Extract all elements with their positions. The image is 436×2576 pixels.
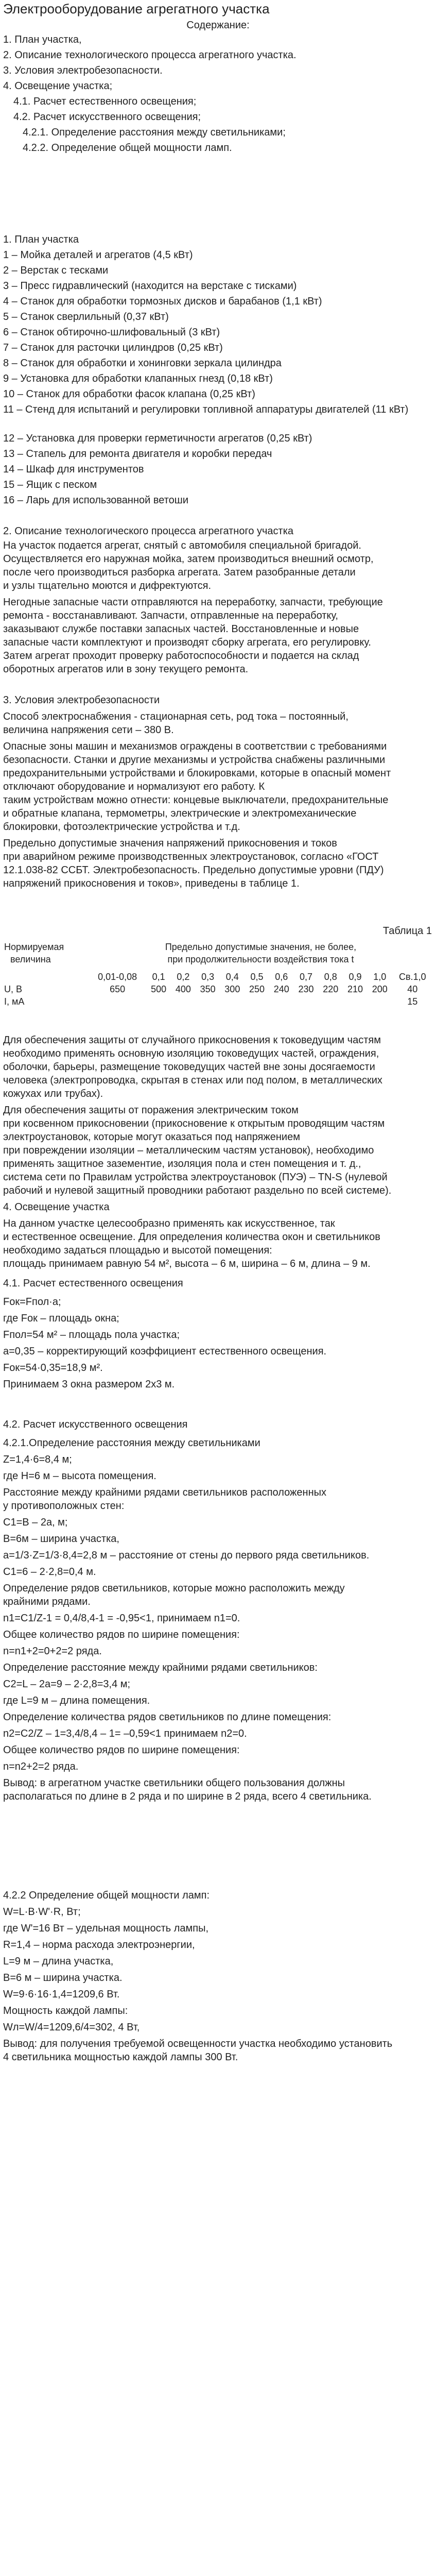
formula-line: Fпол=54 м² – площадь пола участка; — [3, 1329, 180, 1341]
table-cell: 0,6 — [275, 972, 288, 982]
subsection-heading: 4.2. Расчет искусственного освещения — [3, 1419, 188, 1430]
formula-line: крайними рядами. — [3, 1596, 91, 1607]
plan-item: 10 – Станок для обработки фасок клапана (0,25 кВт) — [3, 388, 255, 400]
formula-line: Вывод: в агрегатном участке светильники общего пользования должны — [3, 1777, 345, 1789]
table-cell: 400 — [175, 984, 191, 994]
table-cell: 0,7 — [300, 972, 313, 982]
table-cell: 0,3 — [201, 972, 215, 982]
plan-item: 11 – Стенд для испытаний и регулировки топливной аппаратуры двигателей (11 кВт) — [3, 404, 409, 415]
formula-line: где L=9 м – длина помещения. — [3, 1695, 150, 1706]
paragraph-line: электроустановок, которые могут оказаться под напряжением — [3, 1131, 300, 1143]
paragraph-line: отключают оборудование и нормализуют его работу. К — [3, 781, 265, 792]
formula-line: n=n1+2=0+2=2 ряда. — [3, 1646, 102, 1657]
plan-item: 1 – Мойка деталей и агрегатов (4,5 кВт) — [3, 249, 193, 261]
table-header-value: Предельно допустимые значения, не более, — [165, 942, 357, 952]
formula-line: C1=B – 2a, м; — [3, 1517, 68, 1528]
table-cell: 200 — [372, 984, 388, 994]
paragraph-line: площадь принимаем равную 54 м², высота – 6 м, ширина – 6 м, длина – 9 м. — [3, 1258, 371, 1269]
paragraph-line: кожухах или трубах). — [3, 1088, 103, 1099]
table-cell: 220 — [323, 984, 339, 994]
toc-item[interactable]: 4. Освещение участка; — [3, 80, 113, 92]
formula-line: где H=6 м – высота помещения. — [3, 1470, 156, 1482]
table-cell — [269, 995, 294, 1008]
document-title: Электрооборудование агрегатного участка — [3, 1, 270, 16]
formula-line: a=1/3·Z=1/3·8,4=2,8 м – расстояние от стены до первого ряда светильников. — [3, 1550, 370, 1561]
table-header-label: величина — [10, 954, 51, 964]
paragraph-line: при аварийном режиме производственных электроустановок, согласно «ГОСТ — [3, 851, 379, 862]
table-cell: 0,5 — [250, 972, 264, 982]
table-cell: 40 — [407, 984, 418, 994]
table-row-label: U, B — [4, 984, 23, 994]
paragraph-line: На участок подается агрегат, снятый с автомобиля специальной бригадой. — [3, 540, 361, 551]
paragraph-line: оболочки, барьеры, размещение токоведущих частей вне зоны досягаемости — [3, 1061, 375, 1073]
table-cell — [318, 995, 343, 1008]
table-row — [3, 983, 433, 995]
formula-line: a=0,35 – корректирующий коэффициент естественного освещения. — [3, 1346, 327, 1357]
subsection-heading: 4.2.2 Определение общей мощности ламп: — [3, 1890, 210, 1901]
formula-line: Расстояние между крайними рядами светильников расположенных — [3, 1487, 326, 1498]
plan-item: 15 – Ящик с песком — [3, 479, 97, 490]
subsection-heading: 4.2.1.Определение расстояния между светильниками — [3, 1437, 260, 1449]
formula-line: Общее количество рядов по ширине помещения: — [3, 1744, 240, 1756]
formula-line: Wл=W/4=1209,6/4=302, 4 Вт, — [3, 2022, 140, 2033]
formula-line: B=6 м – ширина участка. — [3, 1972, 123, 1984]
formula-line: Определение рядов светильников, которые можно расположить между — [3, 1583, 345, 1594]
paragraph-line: заказывают службе поставки запасных частей. Восстановленные и новые — [3, 623, 359, 635]
table-cell: 0,4 — [225, 972, 239, 982]
paragraph-line: блокировки, фотоэлектрические устройства и т.д. — [3, 821, 240, 833]
section-heading: 3. Условия электробезопасности — [3, 694, 160, 706]
toc-item[interactable]: 1. План участка, — [3, 34, 82, 45]
table-cell: 240 — [273, 984, 289, 994]
formula-line: Мощность каждой лампы: — [3, 2005, 128, 2016]
plan-item: 6 – Станок обтирочно-шлифовальный (3 кВт) — [3, 327, 220, 338]
paragraph-line: Способ электроснабжения - стационарная сеть, род тока – постоянный, — [3, 711, 348, 722]
contents-heading: Содержание: — [186, 20, 250, 31]
paragraph-line: предохранительными устройствами и блокировками, которые в опасный момент — [3, 768, 391, 779]
plan-item: 12 – Установка для проверки герметичности агрегатов (0,25 кВт) — [3, 433, 312, 444]
formula-line: Fок=Fпол·a; — [3, 1296, 61, 1308]
paragraph-line: Для обеспечения защиты от случайного прикосновения к токоведущим частям — [3, 1035, 381, 1046]
subsection-heading: 4.1. Расчет естественного освещения — [3, 1278, 183, 1289]
formula-line: n=n2+2=2 ряда. — [3, 1761, 79, 1772]
plan-item: 4 – Станок для обработки тормозных дисков и барабанов (1,1 кВт) — [3, 296, 322, 307]
paragraph-line: величина напряжения сети – 380 В. — [3, 724, 174, 736]
formula-line: W=9·6·16·1,4=1209,6 Вт. — [3, 1989, 120, 2000]
limits-table — [3, 941, 433, 1008]
toc-item[interactable]: 4.2.1. Определение расстояния между светильниками; — [23, 127, 286, 138]
plan-item: 8 – Станок для обработки и хонинговки зеркала цилиндра — [3, 358, 282, 369]
plan-item: 2 – Верстак с тесками — [3, 265, 109, 276]
table-cell — [294, 995, 319, 1008]
table-cell: 350 — [200, 984, 216, 994]
table-row-label: I, мА — [4, 996, 25, 1007]
paragraph-line: необходимо применять основную изоляцию токоведущих частей, ограждения, — [3, 1048, 379, 1059]
formula-line: Принимаем 3 окна размером 2х3 м. — [3, 1379, 175, 1390]
formula-line: n2=C2/Z – 1=3,4/8,4 – 1= –0,59<1 принимаем n2=0. — [3, 1728, 247, 1739]
formula-line: Fок=54·0,35=18,9 м². — [3, 1362, 103, 1374]
table-cell: 650 — [110, 984, 126, 994]
table-cell — [368, 995, 392, 1008]
table-cell: Св.1,0 — [399, 972, 426, 982]
formula-line: R=1,4 – норма расхода электроэнергии, — [3, 1939, 195, 1951]
plan-item: 7 – Станок для расточки цилиндров (0,25 кВт) — [3, 342, 223, 353]
paragraph-line: Затем агрегат проходит проверку работоспособности и подается на склад — [3, 650, 359, 662]
formula-line: Общее количество рядов по ширине помещения: — [3, 1629, 240, 1640]
paragraph-line: при повреждении изоляции – металлическим частям установок), необходимо — [3, 1145, 374, 1156]
formula-line: где Fок – площадь окна; — [3, 1313, 119, 1324]
table-cell: 1,0 — [373, 972, 387, 982]
table-row-durations — [3, 971, 433, 983]
table-cell: 210 — [347, 984, 363, 994]
paragraph-line: при косвенном прикосновении (прикосновение к открытым проводящим частям — [3, 1118, 385, 1129]
toc-item[interactable]: 4.1. Расчет естественного освещения; — [13, 96, 197, 107]
paragraph-line: рабочий и нулевой защитный проводники работают раздельно по всей системе). — [3, 1185, 392, 1196]
section-heading: 2. Описание технологического процесса агрегатного участка — [3, 526, 294, 537]
table-header-value: при продолжительности воздействия тока t — [167, 954, 354, 964]
paragraph-line: таким устройствам можно отнести: концевые выключатели, предохранительные — [3, 794, 389, 806]
table-cell — [146, 995, 171, 1008]
toc-item[interactable]: 3. Условия электробезопасности. — [3, 65, 163, 76]
plan-item: 5 – Станок сверлильный (0,37 кВт) — [3, 311, 169, 323]
paragraph-line: после чего производиться разборка агрегата. Затем разобранные детали — [3, 567, 356, 578]
paragraph-line: необходимо задаться площадью и высотой помещения: — [3, 1245, 272, 1256]
formula-line: 4 светильника мощностью каждой лампы 300 Вт. — [3, 2052, 238, 2063]
toc-item[interactable]: 2. Описание технологического процесса агрегатного участка. — [3, 49, 297, 61]
formula-line: L=9 м – длина участка, — [3, 1956, 114, 1967]
plan-item: 14 – Шкаф для инструментов — [3, 464, 144, 475]
paragraph-line: и естественное освещение. Для определения количества окон и светильников — [3, 1231, 380, 1243]
paragraph-line: Негодные запасные части отправляются на переработку, запчасти, требующие — [3, 597, 383, 608]
formula-line: n1=C1/Z-1 = 0,4/8,4-1 = -0,95<1, принимаем n1=0. — [3, 1613, 240, 1624]
formula-line: Z=1,4·6=8,4 м; — [3, 1454, 72, 1465]
paragraph-line: Для обеспечения защиты от поражения электрическим током — [3, 1105, 299, 1116]
formula-line: где W'=16 Вт – удельная мощность лампы, — [3, 1923, 209, 1934]
toc-item[interactable]: 4.2.2. Определение общей мощности ламп. — [23, 142, 232, 154]
table-caption: Таблица 1 — [382, 925, 432, 937]
paragraph-line: Осуществляется его наружная мойка, затем производиться внешний осмотр, — [3, 553, 374, 565]
formula-line: Вывод: для получения требуемой освещенности участка необходимо установить — [3, 2038, 393, 2049]
table-cell — [171, 995, 196, 1008]
table-cell — [196, 995, 220, 1008]
plan-item: 9 – Установка для обработки клапанных гнезд (0,18 кВт) — [3, 373, 273, 384]
formula-line: Определение расстояние между крайними рядами светильников: — [3, 1662, 318, 1673]
paragraph-line: безопасности. Станки и другие механизмы и устройства снабжены различными — [3, 754, 386, 766]
plan-item: 13 – Стапель для ремонта двигателя и коробки передач — [3, 448, 272, 460]
paragraph-line: и узлы тщательно моются и дифректуются. — [3, 580, 212, 591]
plan-item: 16 – Ларь для использованной ветоши — [3, 495, 188, 506]
table-cell: 0,9 — [348, 972, 362, 982]
table-row — [3, 995, 433, 1008]
paragraph-line: система сети по Правилам устройства электроустановок (ПУЭ) – TN-S (нулевой — [3, 1172, 388, 1183]
toc-item[interactable]: 4.2. Расчет искусственного освещения; — [13, 111, 201, 123]
table-cell: 0,01-0,08 — [98, 972, 137, 982]
paragraph-line: оборотных агрегатов или в зону текущего ремонта. — [3, 664, 249, 675]
table-cell: 230 — [298, 984, 314, 994]
paragraph-line: Предельно допустимые значения напряжений прикосновения и токов — [3, 838, 337, 849]
section-heading: 4. Освещение участка — [3, 1201, 110, 1213]
table-cell: 500 — [151, 984, 167, 994]
paragraph-line: запасные части комплектуют и производят сборку агрегата, его регулировку. — [3, 637, 371, 648]
formula-line: располагаться по длине в 2 ряда и по ширине в 2 ряда, всего 4 светильника. — [3, 1791, 372, 1802]
table-cell: 15 — [407, 996, 418, 1007]
table-cell: 0,2 — [177, 972, 190, 982]
paragraph-line: Опасные зоны машин и механизмов ограждены в соответствии с требованиями — [3, 741, 387, 752]
table-cell: 300 — [224, 984, 240, 994]
plan-item: 3 – Пресс гидравлический (находится на верстаке с тисками) — [3, 280, 297, 292]
table-cell: 0,1 — [152, 972, 165, 982]
formula-line: B=6м – ширина участка, — [3, 1533, 119, 1545]
paragraph-line: На данном участке целесообразно применять как искусственное, так — [3, 1218, 335, 1229]
section-heading: 1. План участка — [3, 234, 79, 245]
table-cell — [245, 995, 269, 1008]
formula-line: W=L·B·W'·R, Вт; — [3, 1906, 81, 1918]
paragraph-line: ремонта - восстанавливают. Запчасти, отправленные на переработку, — [3, 610, 338, 621]
paragraph-line: человека (электропроводка, скрытая в стенах или под полом, в металлических — [3, 1075, 382, 1086]
formula-line: у противоположных стен: — [3, 1500, 125, 1512]
formula-line: C1=6 – 2·2,8=0,4 м. — [3, 1566, 96, 1578]
table-cell — [89, 995, 146, 1008]
paragraph-line: 12.1.038-82 ССБТ. Электробезопасность. Предельно допустимые уровни (ПДУ) — [3, 865, 384, 876]
table-cell — [343, 995, 368, 1008]
paragraph-line: напряжений прикосновения и токов», приведены в таблице 1. — [3, 878, 300, 889]
table-cell — [220, 995, 245, 1008]
formula-line: Определение количества рядов светильников по длине помещения: — [3, 1711, 332, 1723]
paragraph-line: применять защитное зазементие, изоляция пола и стен помещения и т. д., — [3, 1158, 361, 1170]
table-cell: 0,8 — [324, 972, 337, 982]
formula-line: C2=L – 2a=9 – 2·2,8=3,4 м; — [3, 1679, 131, 1690]
paragraph-line: и обратные клапана, термометры, электрические и электромеханические — [3, 808, 357, 819]
table-header-label: Нормируемая — [4, 942, 64, 952]
table-cell: 250 — [249, 984, 265, 994]
